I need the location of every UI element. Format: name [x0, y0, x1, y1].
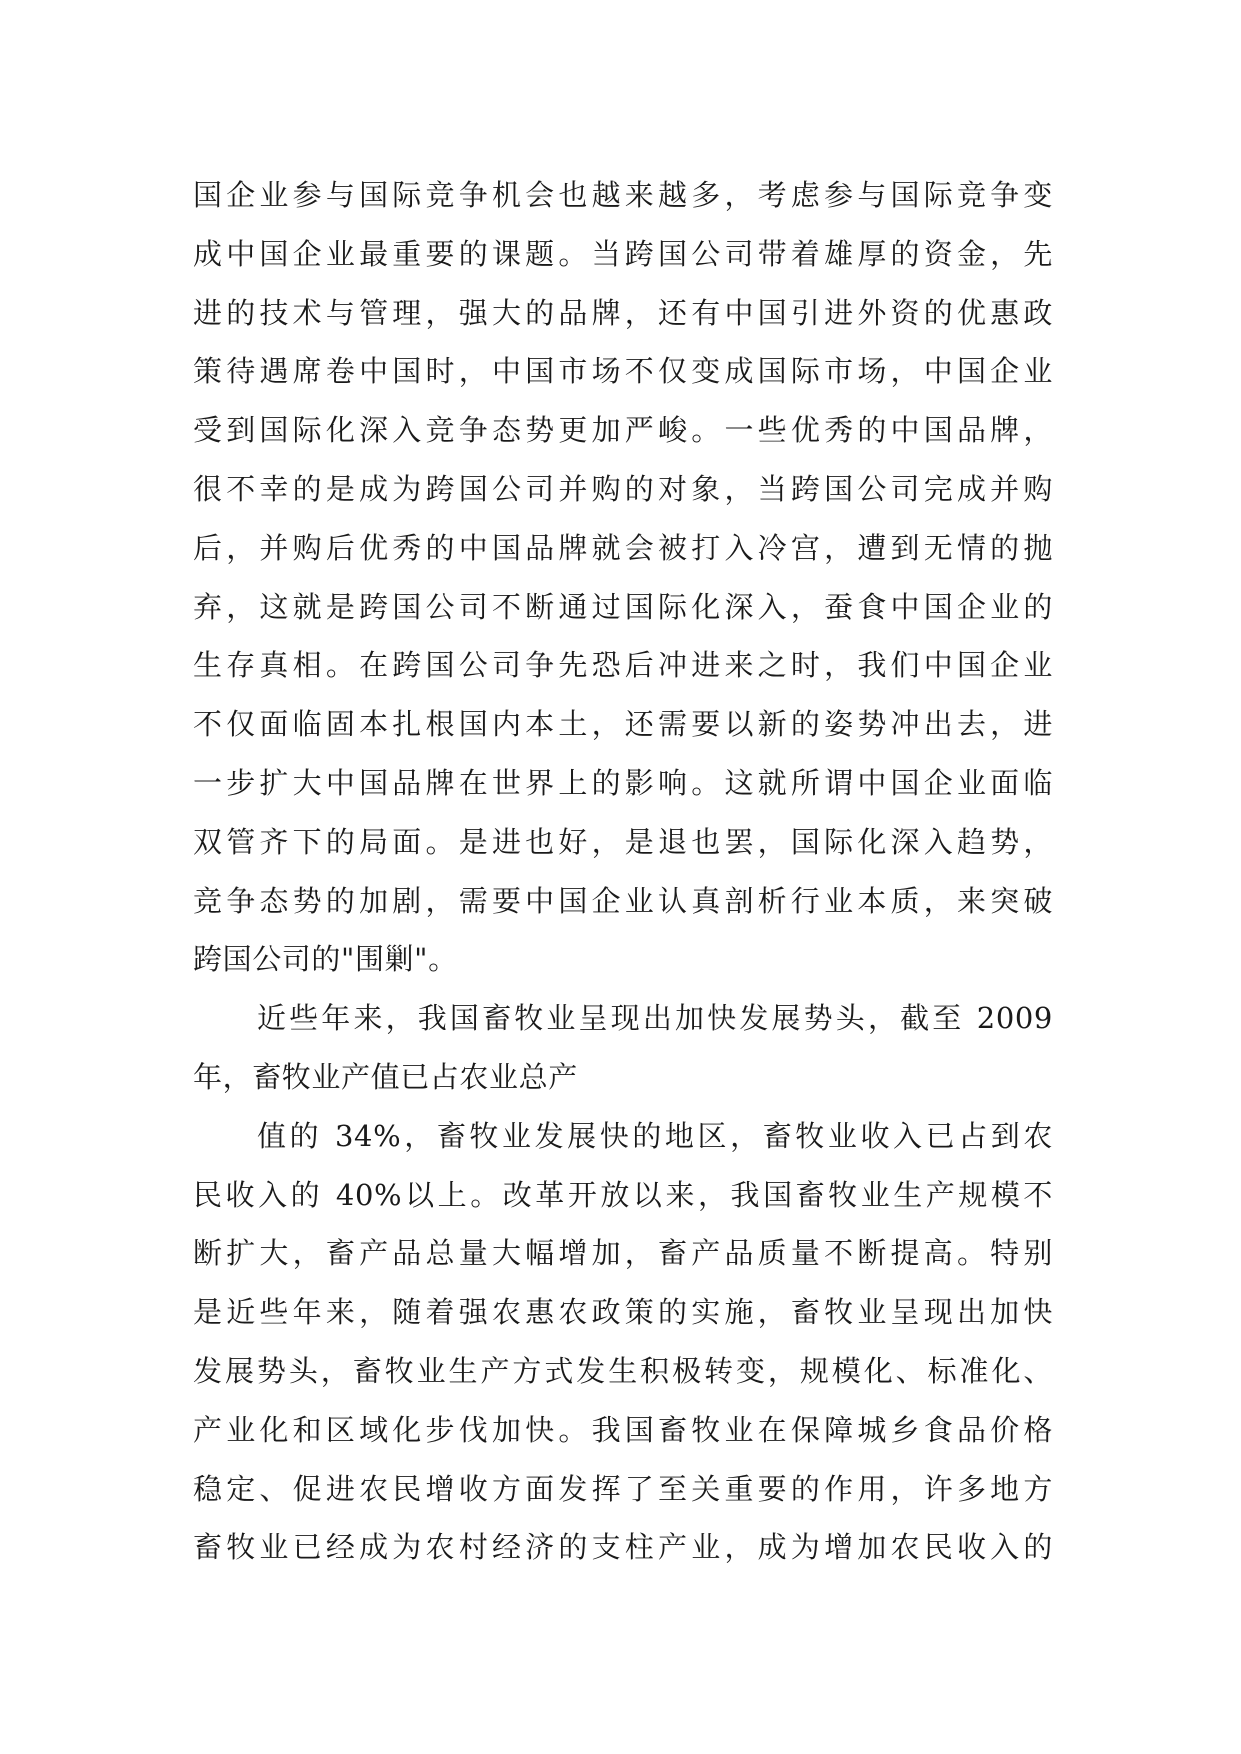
text-line: 跨国公司的"围剿"。 [193, 942, 458, 977]
text-line: 后，并购后优秀的中国品牌就会被打入冷宫，遭到无情的抛 [193, 530, 1053, 565]
text-line: 不仅面临固本扎根国内本土，还需要以新的姿势冲出去，进 [193, 707, 1053, 742]
text-line: 民收入的 40%以上。改革开放以来，我国畜牧业生产规模不 [193, 1177, 1053, 1212]
text-line: 成中国企业最重要的课题。当跨国公司带着雄厚的资金，先 [193, 236, 1053, 271]
paragraph-first-line: 值的 34%，畜牧业发展快的地区，畜牧业收入已占到农 [257, 1118, 1053, 1153]
text-line: 双管齐下的局面。是进也好，是退也罢，国际化深入趋势， [193, 824, 1053, 859]
text-line: 一步扩大中国品牌在世界上的影响。这就所谓中国企业面临 [193, 765, 1053, 800]
body-text [193, 166, 1053, 1577]
paragraph-first-line: 近些年来，我国畜牧业呈现出加快发展势头，截至 2009 [257, 1001, 1053, 1036]
text-line: 产业化和区域化步伐加快。我国畜牧业在保障城乡食品价格 [193, 1412, 1053, 1447]
text-line: 国企业参与国际竞争机会也越来越多，考虑参与国际竞争变 [193, 178, 1053, 212]
text-line: 生存真相。在跨国公司争先恐后冲进来之时，我们中国企业 [193, 648, 1053, 683]
text-line: 受到国际化深入竞争态势更加严峻。一些优秀的中国品牌， [193, 413, 1053, 448]
text-line: 是近些年来，随着强农惠农政策的实施，畜牧业呈现出加快 [193, 1295, 1053, 1330]
text-line: 断扩大，畜产品总量大幅增加，畜产品质量不断提高。特别 [193, 1236, 1053, 1271]
text-line: 畜牧业已经成为农村经济的支柱产业，成为增加农民收入的 [193, 1530, 1053, 1565]
text-line: 弃，这就是跨国公司不断通过国际化深入，蚕食中国企业的 [193, 589, 1053, 624]
text-line: 进的技术与管理，强大的品牌，还有中国引进外资的优惠政 [193, 295, 1053, 330]
text-line: 稳定、促进农民增收方面发挥了至关重要的作用，许多地方 [193, 1471, 1053, 1506]
text-line: 发展势头，畜牧业生产方式发生积极转变，规模化、标准化、 [193, 1353, 1053, 1388]
text-line: 很不幸的是成为跨国公司并购的对象，当跨国公司完成并购 [193, 471, 1053, 506]
text-line: 竞争态势的加剧，需要中国企业认真剖析行业本质，来突破 [193, 883, 1053, 918]
text-line: 年，畜牧业产值已占农业总产 [193, 1059, 578, 1094]
text-line: 策待遇席卷中国时，中国市场不仅变成国际市场，中国企业 [193, 354, 1053, 389]
